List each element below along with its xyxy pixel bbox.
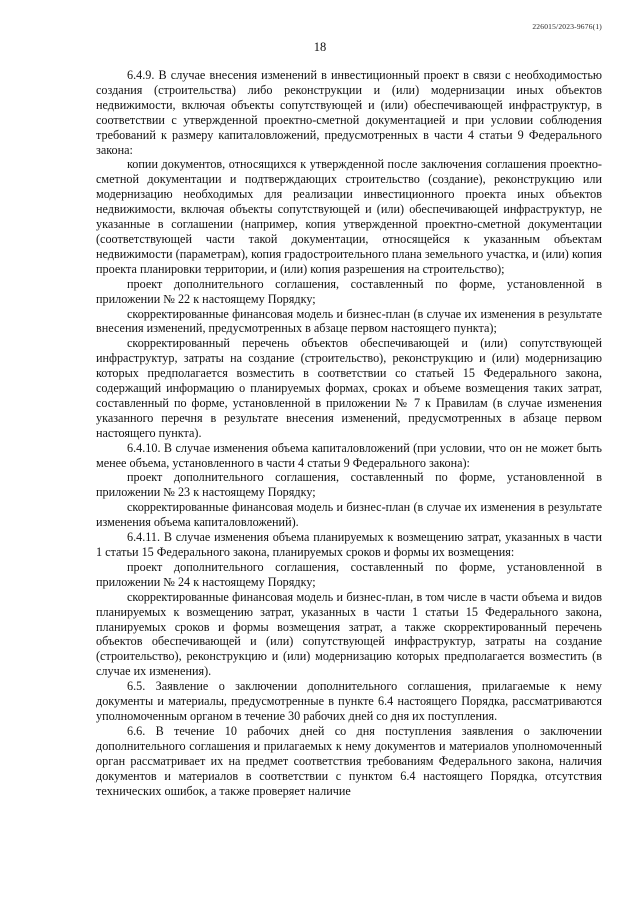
paragraph-6-4-9: 6.4.9. В случае внесения изменений в инвестиционный проект в связи с необходимостью создания (строительства) либо реконструкции и (или) модернизации иных объектов недвижимости, включая объекты сопутствующей и (или) обеспечивающей инфраструктур, в соответствии с утвержденной проектно-сметной документацией и при условии соблюдения требований к размеру капиталовложений, предусмотренных в части 4 статьи 9 Федерального закона: [96, 68, 602, 157]
paragraph-6-5: 6.5. Заявление о заключении дополнительного соглашения, прилагаемые к нему документы и материалы, предусмотренные в пункте 6.4 настоящего Порядка, рассматриваются уполномоченным органом в течение 30 рабочих дней со дня их поступления. [96, 679, 602, 723]
paragraph-item: проект дополнительного соглашения, составленный по форме, установленной в приложении № 24 к настоящему Порядку; [96, 559, 602, 589]
paragraph-item: скорректированный перечень объектов обеспечивающей и (или) сопутствующей инфраструктур, затраты на создание (строительство), реконструкцию и (или) модернизацию которых предполагается возместить в соответствии со статьей 15 Федерального закона, содержащий информацию о планируемых формах, сроках и объеме возмещения таких затрат, составленный по форме, установленной в приложении № 7 к Правилам (в случае изменения указанного перечня в результате внесения изменений, предусмотренных в абзаце первом настоящего пункта). [96, 336, 602, 440]
paragraph-item: скорректированные финансовая модель и бизнес-план (в случае их изменения в результате внесения изменений, предусмотренных в абзаце первом настоящего пункта); [96, 306, 602, 336]
paragraph-item: скорректированные финансовая модель и бизнес-план (в случае их изменения в результате изменения объема капиталовложений). [96, 500, 602, 530]
paragraph-6-4-11: 6.4.11. В случае изменения объема планируемых к возмещению затрат, указанных в части 1 статьи 15 Федерального закона, планируемых сроков и формы их возмещения: [96, 530, 602, 559]
page-number: 18 [313, 40, 327, 54]
paragraph-item: скорректированные финансовая модель и бизнес-план, в том числе в части объема и видов планируемых к возмещению затрат, указанных в части 1 статьи 15 Федерального закона, планируемых сроков и формы возмещения затрат, а также скорректированный перечень объектов обеспечивающей и (или) сопутствующей инфраструктур, затраты на создание (строительство), реконструкцию и (или) модернизацию которых предполагается возместить (в случае их изменения). [96, 589, 602, 679]
paragraph-6-6: 6.6. В течение 10 рабочих дней со дня поступления заявления о заключении дополнительного соглашения и прилагаемых к нему документов и материалов уполномоченный орган рассматривает их на предмет соответствия требованиям Федерального закона, наличия документов и материалов в соответствии с пунктом 6.4 настоящего Порядка, отсутствия технических ошибок, а также проверяет наличие [96, 723, 602, 798]
paragraph-item: проект дополнительного соглашения, составленный по форме, установленной в приложении № 22 к настоящему Порядку; [96, 276, 602, 306]
document-code: 226015/2023-9676(1) [532, 22, 602, 31]
document-body [96, 68, 602, 798]
paragraph-6-4-10: 6.4.10. В случае изменения объема капиталовложений (при условии, что он не может быть менее объема, установленного в части 4 статьи 9 Федерального закона): [96, 440, 602, 470]
paragraph-item: копии документов, относящихся к утвержденной после заключения соглашения проектно-сметной документации и подтверждающих строительство (создание), реконструкцию или модернизацию необходимых для реализации инвестиционного проекта иных объектов недвижимости, включая объекты сопутствующей и (или) обеспечивающей инфраструктур, не указанные в соглашении (например, копия утвержденной проектно-сметной документации (соответствующей части такой документации, относящейся к указанным объектам недвижимости (параметрам), копия градостроительного плана земельного участка, и (или) копия проекта планировки территории, и (или) копия разрешения на строительство); [96, 157, 602, 276]
paragraph-item: проект дополнительного соглашения, составленный по форме, установленной в приложении № 23 к настоящему Порядку; [96, 470, 602, 500]
